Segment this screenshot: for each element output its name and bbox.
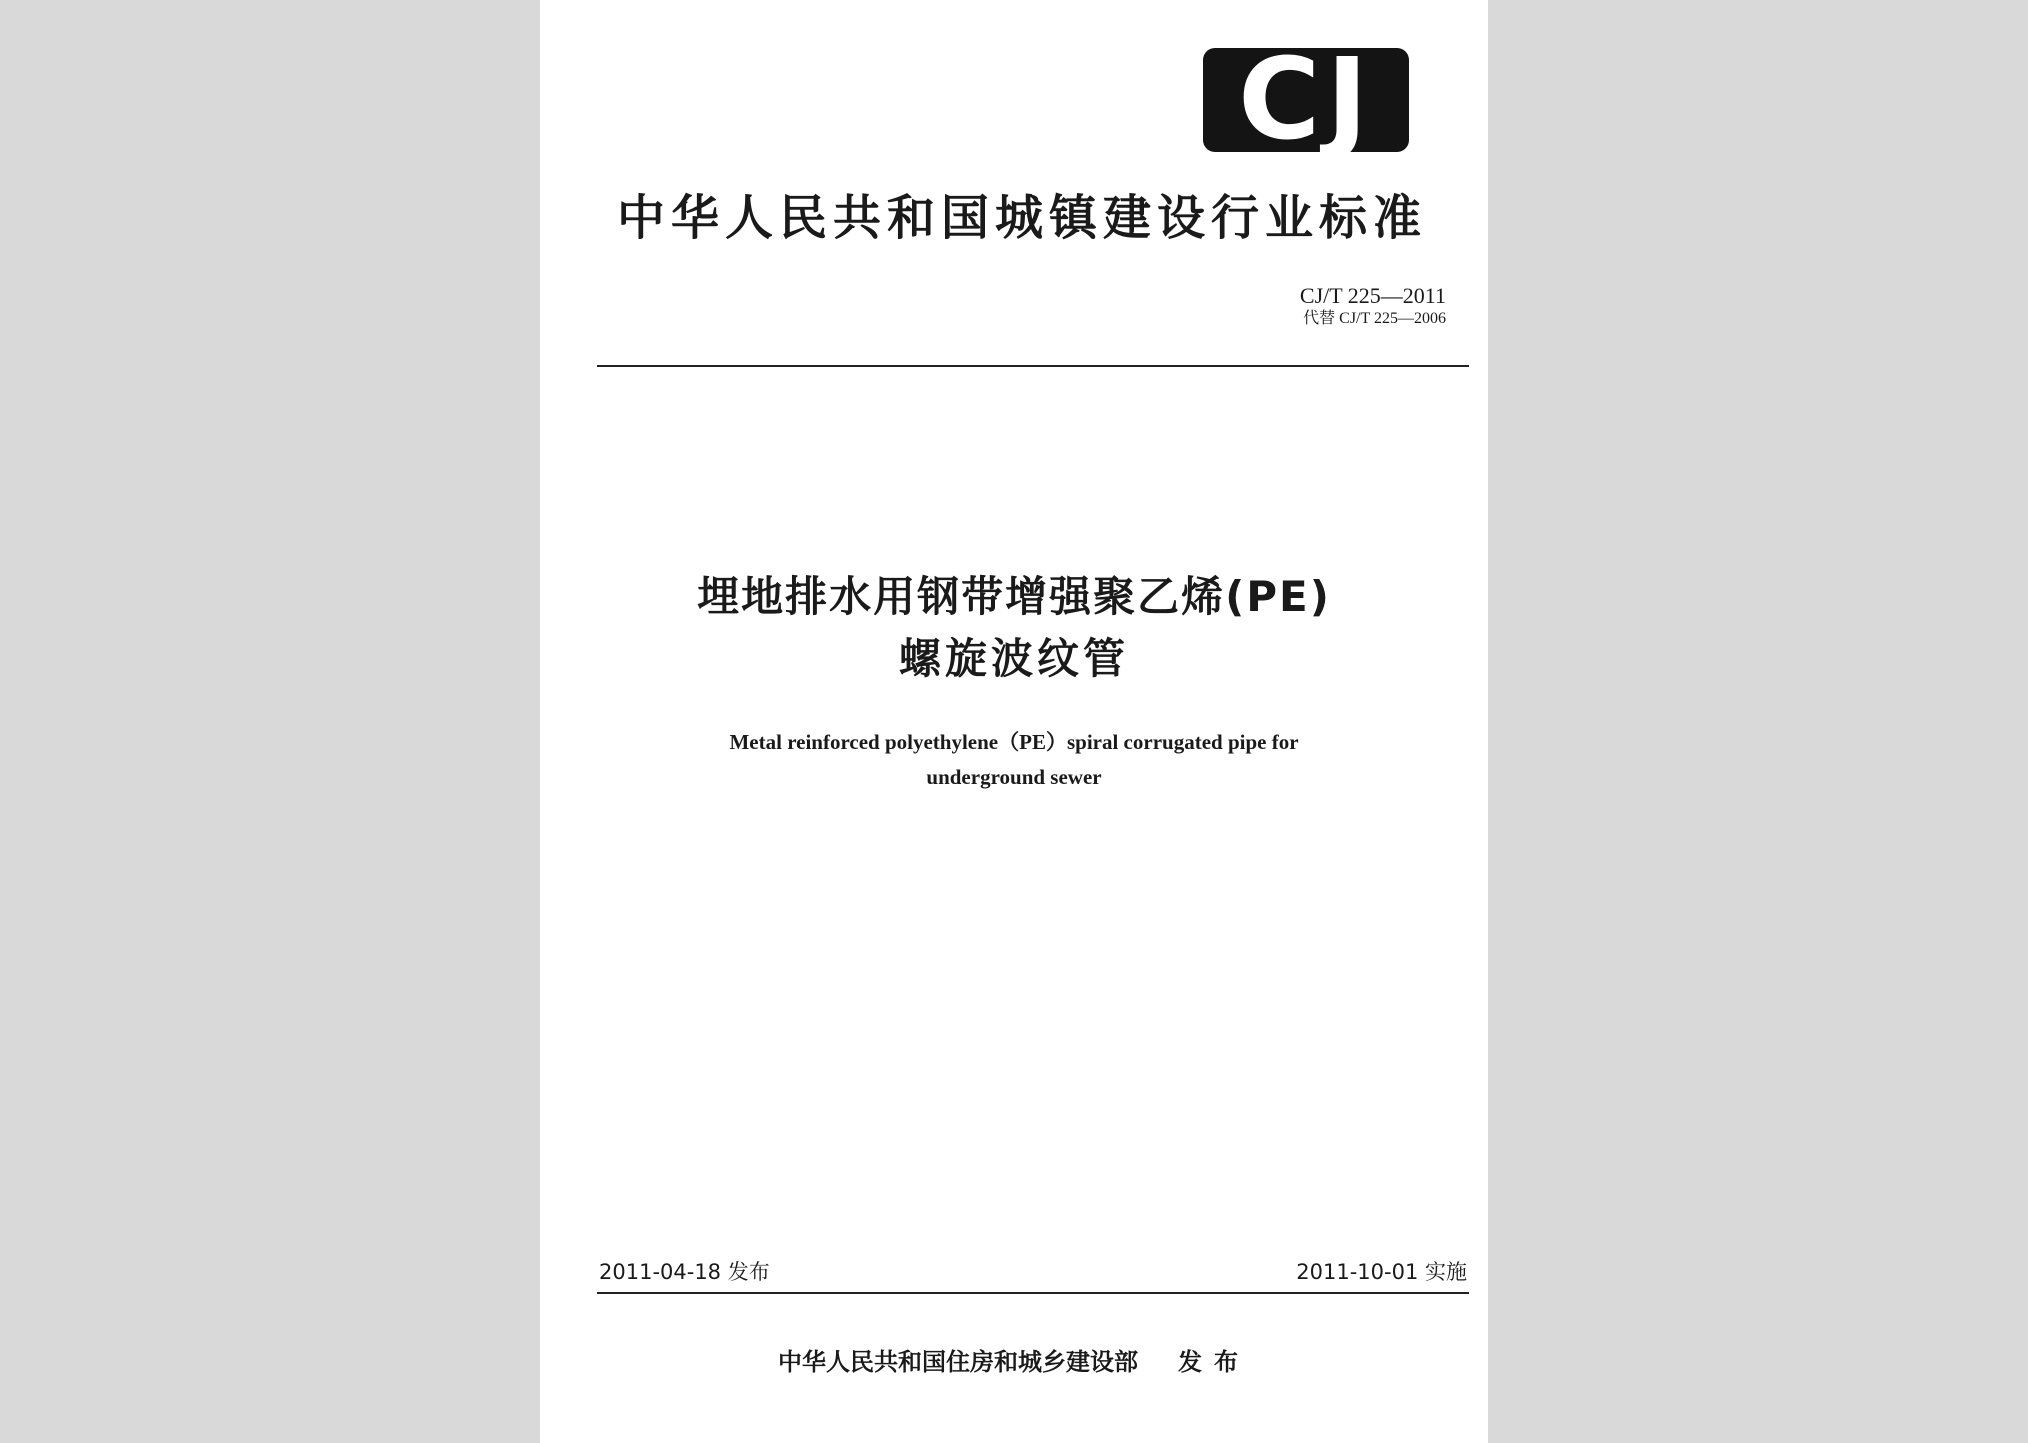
bottom-divider	[597, 1292, 1469, 1294]
standard-code: CJ/T 225—2011	[1299, 283, 1446, 308]
replaces-code: 代替 CJ/T 225—2006	[1303, 310, 1446, 327]
chinese-title	[600, 566, 1428, 690]
publish-action: 发布	[1178, 1348, 1250, 1376]
top-divider	[597, 365, 1469, 367]
chinese-title-line1: 埋地排水用钢带增强聚乙烯(PE)	[697, 572, 1331, 621]
publisher-line	[600, 1346, 1428, 1378]
publisher-name: 中华人民共和国住房和城乡建设部	[778, 1348, 1138, 1376]
chinese-title-line2: 螺旋波纹管	[898, 634, 1129, 683]
english-title	[600, 725, 1428, 795]
cj-logo: CJ	[1203, 48, 1409, 152]
english-title-line1: Metal reinforced polyethylene（PE）spiral corrugated pipe for	[729, 730, 1299, 754]
standard-code-block	[1300, 283, 1446, 329]
effective-date: 2011-10-01 实施	[1296, 1260, 1467, 1284]
english-title-line2: underground sewer	[926, 765, 1102, 789]
issue-date: 2011-04-18 发布	[599, 1260, 770, 1284]
document-page	[540, 0, 1488, 1443]
issuing-authority-title: 中华人民共和国城镇建设行业标准	[616, 190, 1427, 246]
